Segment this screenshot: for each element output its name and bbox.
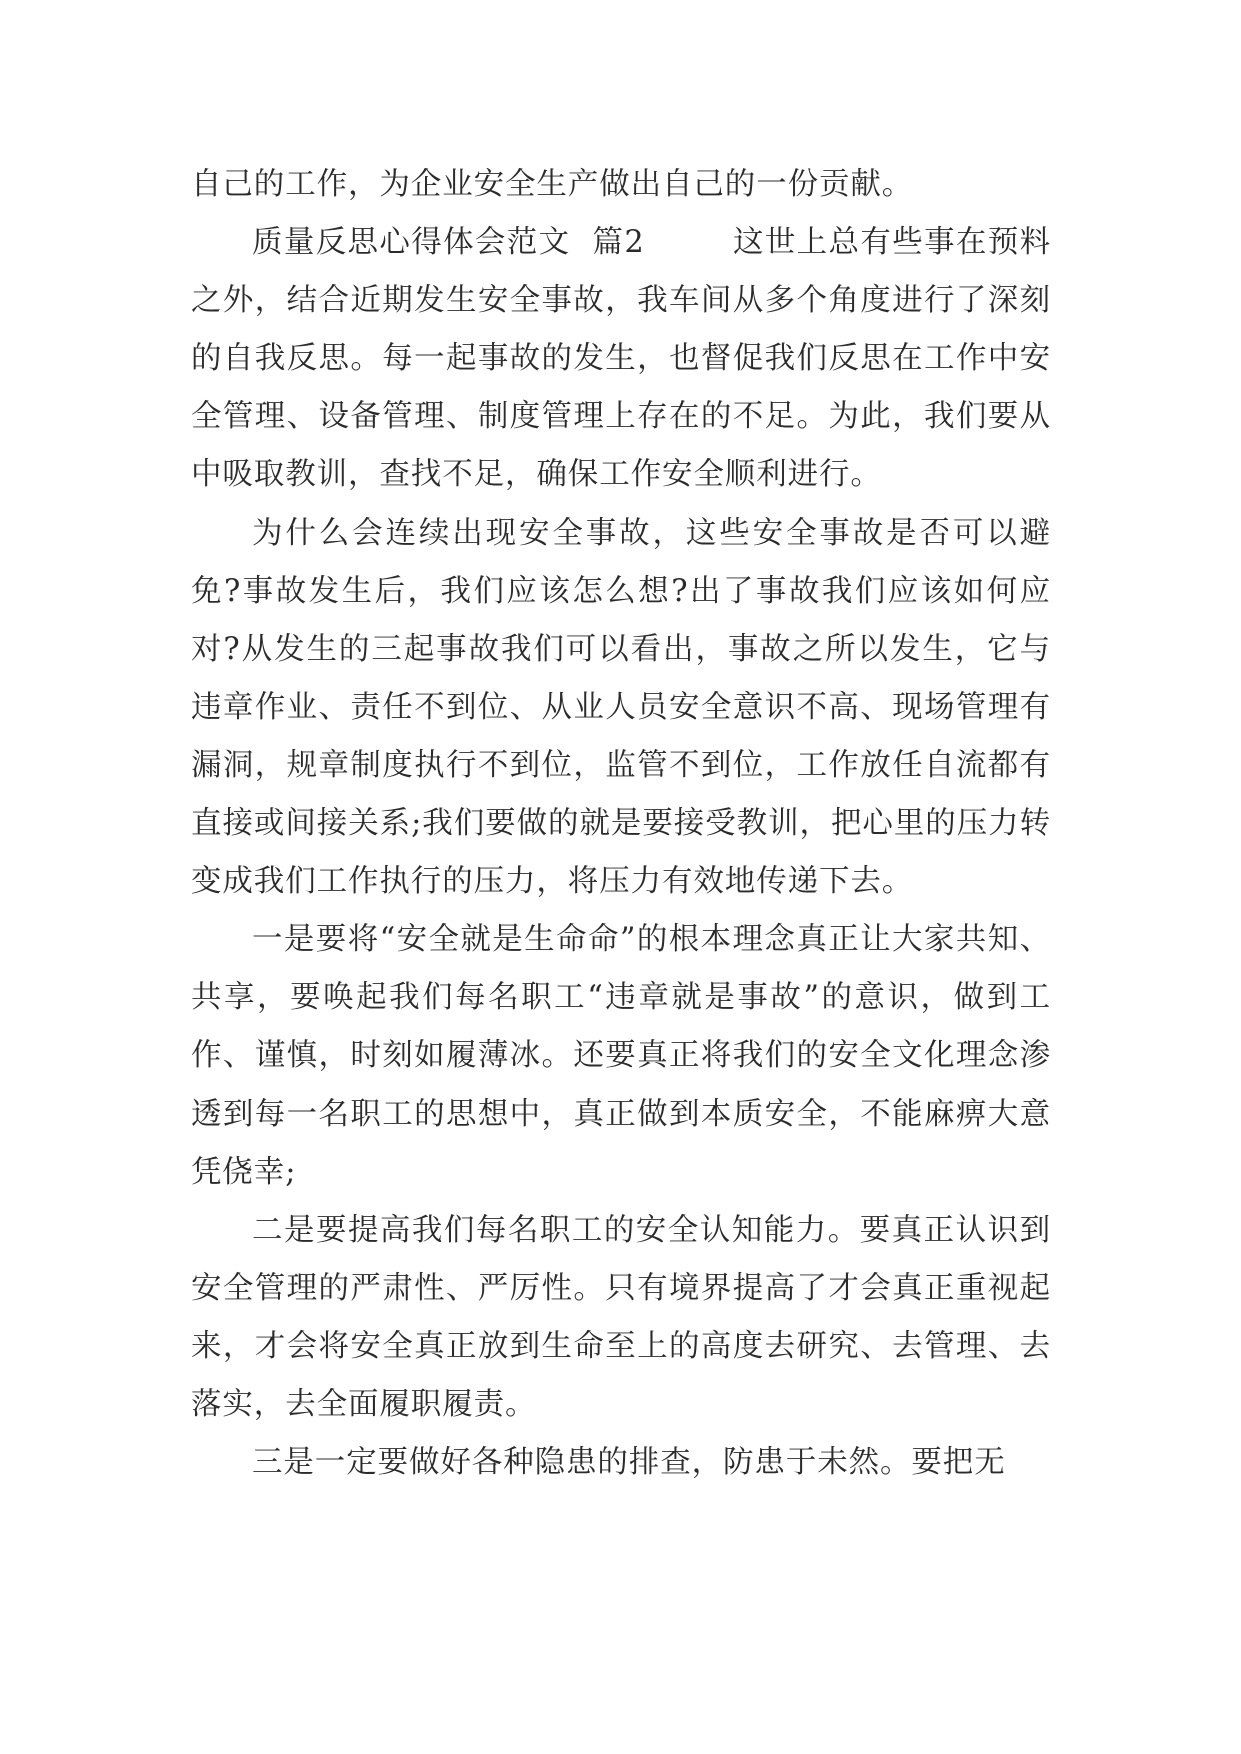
paragraph-5: 二是要提高我们每名职工的安全认知能力。要真正认识到安全管理的严肃性、严厉性。只有境界提高了才会真正重视起来，才会将安全真正放到生命至上的高度去研究、去管理、去落实，去全面履职履责。 bbox=[191, 1212, 1051, 1422]
paragraph-6: 三是一定要做好各种隐患的排查，防患于未然。要把无 bbox=[252, 1445, 1006, 1481]
paragraph-3: 为什么会连续出现安全事故，这些安全事故是否可以避免?事故发生后，我们应该怎么想?出了事故我们应该如何应对?从发生的三起事故我们可以看出，事故之所以发生，它与违章作业、责任不到位、从业人员安全意识不高、现场管理有漏洞，规章制度执行不到位，监管不到位，工作放任自流都有直接或间接关系;我们要做的就是要接受教训，把心里的压力转变成我们工作执行的压力，将压力有效地传递下去。 bbox=[191, 515, 1051, 900]
document-body bbox=[191, 156, 1051, 1492]
paragraph-4: 一是要将“安全就是生命命”的根本理念真正让大家共知、共享，要唤起我们每名职工“违章就是事故”的意识，做到工作、谨慎，时刻如履薄冰。还要真正将我们的安全文化理念渗透到每一名职工的思想中，真正做到本质安全，不能麻痹大意凭侥幸; bbox=[191, 922, 1051, 1190]
paragraph-2: 质量反思心得体会范文 篇2 这世上总有些事在预料之外，结合近期发生安全事故，我车间从多个角度进行了深刻的自我反思。每一起事故的发生，也督促我们反思在工作中安全管理、设备管理、制度管理上存在的不足。为此，我们要从中吸取教训，查找不足，确保工作安全顺利进行。 bbox=[191, 225, 1051, 493]
paragraph-1: 自己的工作，为企业安全生产做出自己的一份贡献。 bbox=[191, 167, 914, 202]
